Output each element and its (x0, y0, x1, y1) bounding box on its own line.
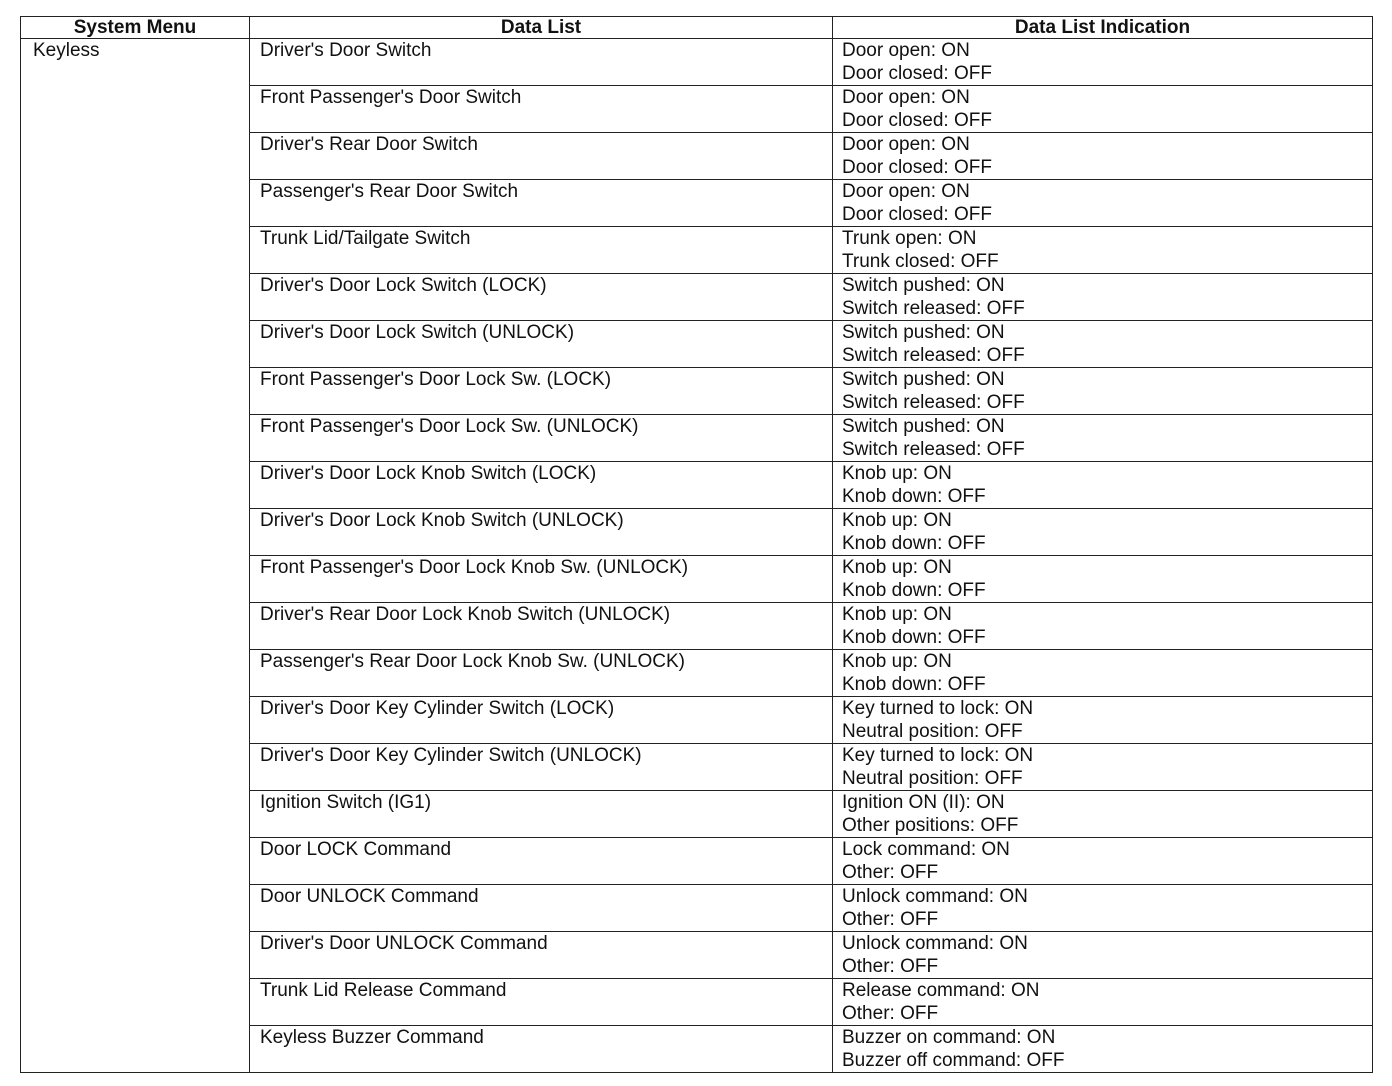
data-list-item: Keyless Buzzer Command (250, 1026, 833, 1073)
data-list-item: Front Passenger's Door Lock Sw. (UNLOCK) (250, 415, 833, 462)
data-list-item: Driver's Door UNLOCK Command (250, 932, 833, 979)
data-list-indication (833, 180, 1373, 227)
indication-on: Trunk open: ON (842, 228, 977, 249)
data-list-indication (833, 885, 1373, 932)
data-list-table (20, 16, 1373, 1073)
data-list-item: Trunk Lid Release Command (250, 979, 833, 1026)
indication-off: Switch released: OFF (842, 345, 1025, 366)
data-list-indication (833, 368, 1373, 415)
indication-on: Door open: ON (842, 181, 970, 202)
header-system-menu: System Menu (21, 17, 250, 39)
indication-on: Key turned to lock: ON (842, 745, 1034, 766)
data-list-indication (833, 556, 1373, 603)
indication-on: Unlock command: ON (842, 886, 1028, 907)
indication-on: Switch pushed: ON (842, 275, 1005, 296)
header-data-list-indication: Data List Indication (833, 17, 1373, 39)
data-list-indication (833, 744, 1373, 791)
indication-on: Knob up: ON (842, 557, 952, 578)
indication-off: Knob down: OFF (842, 533, 986, 554)
indication-off: Switch released: OFF (842, 298, 1025, 319)
data-list-item: Front Passenger's Door Lock Knob Sw. (UNLOCK) (250, 556, 833, 603)
data-list-indication (833, 133, 1373, 180)
indication-off: Door closed: OFF (842, 110, 992, 131)
indication-off: Knob down: OFF (842, 486, 986, 507)
indication-off: Other positions: OFF (842, 815, 1019, 836)
data-list-indication (833, 1026, 1373, 1073)
indication-on: Door open: ON (842, 40, 970, 61)
indication-off: Knob down: OFF (842, 674, 986, 695)
header-data-list: Data List (250, 17, 833, 39)
table-row (21, 39, 1373, 86)
indication-off: Other: OFF (842, 956, 939, 977)
indication-off: Neutral position: OFF (842, 721, 1023, 742)
indication-on: Buzzer on command: ON (842, 1027, 1056, 1048)
indication-off: Trunk closed: OFF (842, 251, 999, 272)
indication-off: Other: OFF (842, 1003, 939, 1024)
data-list-indication (833, 932, 1373, 979)
indication-on: Switch pushed: ON (842, 322, 1005, 343)
indication-off: Switch released: OFF (842, 392, 1025, 413)
data-list-item: Door LOCK Command (250, 838, 833, 885)
indication-on: Door open: ON (842, 87, 970, 108)
data-list-item: Driver's Door Key Cylinder Switch (LOCK) (250, 697, 833, 744)
data-list-indication (833, 603, 1373, 650)
indication-off: Knob down: OFF (842, 580, 986, 601)
data-list-indication (833, 979, 1373, 1026)
data-list-item: Driver's Door Switch (250, 39, 833, 86)
indication-on: Knob up: ON (842, 651, 952, 672)
data-list-indication (833, 274, 1373, 321)
indication-off: Door closed: OFF (842, 63, 992, 84)
indication-on: Lock command: ON (842, 839, 1010, 860)
data-list-item: Passenger's Rear Door Switch (250, 180, 833, 227)
data-list-item: Driver's Door Lock Knob Switch (LOCK) (250, 462, 833, 509)
indication-off: Knob down: OFF (842, 627, 986, 648)
document-page (20, 16, 1373, 1073)
data-list-item: Driver's Door Lock Knob Switch (UNLOCK) (250, 509, 833, 556)
data-list-item: Front Passenger's Door Lock Sw. (LOCK) (250, 368, 833, 415)
indication-on: Unlock command: ON (842, 933, 1028, 954)
header-row (21, 17, 1373, 39)
indication-off: Neutral position: OFF (842, 768, 1023, 789)
data-list-indication (833, 227, 1373, 274)
data-list-indication (833, 791, 1373, 838)
data-list-indication (833, 509, 1373, 556)
indication-on: Switch pushed: ON (842, 416, 1005, 437)
data-list-indication (833, 86, 1373, 133)
data-list-item: Driver's Door Lock Switch (UNLOCK) (250, 321, 833, 368)
data-list-item: Driver's Rear Door Lock Knob Switch (UNLOCK) (250, 603, 833, 650)
data-list-item: Ignition Switch (IG1) (250, 791, 833, 838)
indication-on: Knob up: ON (842, 510, 952, 531)
data-list-indication (833, 39, 1373, 86)
data-list-item: Driver's Rear Door Switch (250, 133, 833, 180)
indication-on: Knob up: ON (842, 463, 952, 484)
indication-on: Switch pushed: ON (842, 369, 1005, 390)
indication-off: Door closed: OFF (842, 157, 992, 178)
data-list-indication (833, 415, 1373, 462)
indication-off: Buzzer off command: OFF (842, 1050, 1065, 1071)
data-list-item: Front Passenger's Door Switch (250, 86, 833, 133)
data-list-item: Door UNLOCK Command (250, 885, 833, 932)
system-menu-cell: Keyless (21, 39, 250, 1073)
data-list-indication (833, 838, 1373, 885)
indication-on: Door open: ON (842, 134, 970, 155)
data-list-indication (833, 697, 1373, 744)
data-list-item: Passenger's Rear Door Lock Knob Sw. (UNLOCK) (250, 650, 833, 697)
data-list-indication (833, 321, 1373, 368)
data-list-item: Driver's Door Key Cylinder Switch (UNLOCK) (250, 744, 833, 791)
indication-on: Ignition ON (II): ON (842, 792, 1005, 813)
indication-off: Switch released: OFF (842, 439, 1025, 460)
table-body (21, 39, 1373, 1073)
indication-off: Door closed: OFF (842, 204, 992, 225)
indication-off: Other: OFF (842, 909, 939, 930)
indication-on: Key turned to lock: ON (842, 698, 1034, 719)
data-list-indication (833, 650, 1373, 697)
indication-on: Release command: ON (842, 980, 1040, 1001)
data-list-indication (833, 462, 1373, 509)
data-list-item: Trunk Lid/Tailgate Switch (250, 227, 833, 274)
data-list-item: Driver's Door Lock Switch (LOCK) (250, 274, 833, 321)
indication-off: Other: OFF (842, 862, 939, 883)
indication-on: Knob up: ON (842, 604, 952, 625)
